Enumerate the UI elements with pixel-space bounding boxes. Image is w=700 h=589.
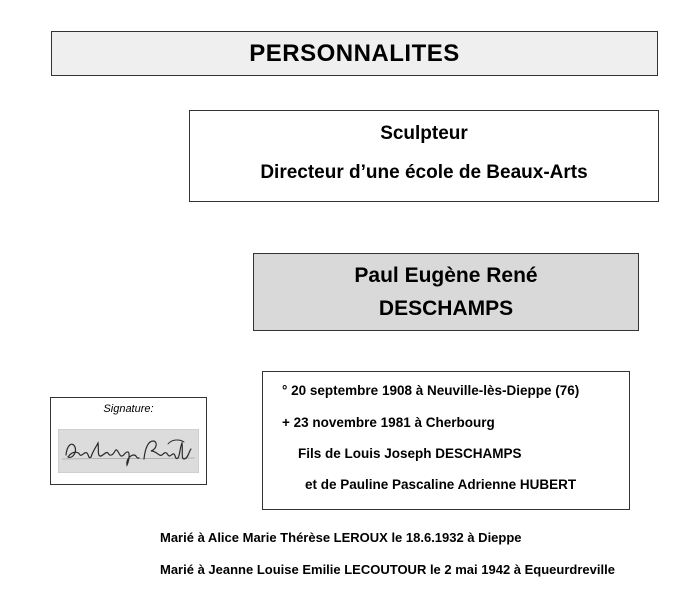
bio-box [262,371,630,510]
signature-label: Signature: [103,403,154,415]
death-info: + 23 novembre 1981 à Cherbourg [282,415,495,430]
signature-box [50,397,207,485]
father-info: Fils de Louis Joseph DESCHAMPS [298,446,522,461]
roles-box [189,110,659,202]
birth-info: ° 20 septembre 1908 à Neuville-lès-Dieppe (76) [282,383,580,398]
mother-info: et de Pauline Pascaline Adrienne HUBERT [305,477,577,492]
page-title: PERSONNALITES [249,39,460,67]
signature-image [58,429,199,473]
name-box [253,253,639,331]
marriage-1: Marié à Alice Marie Thérèse LEROUX le 18.6.1932 à Dieppe [160,530,522,545]
role-director: Directeur d’une école de Beaux-Arts [260,162,588,183]
person-surname: DESCHAMPS [378,297,514,320]
role-sculptor: Sculpteur [380,123,468,144]
marriage-2: Marié à Jeanne Louise Emilie LECOUTOUR le 2 mai 1942 à Equeurdreville [160,562,615,577]
person-given-names: Paul Eugène René [354,264,538,287]
header-banner [51,31,658,76]
